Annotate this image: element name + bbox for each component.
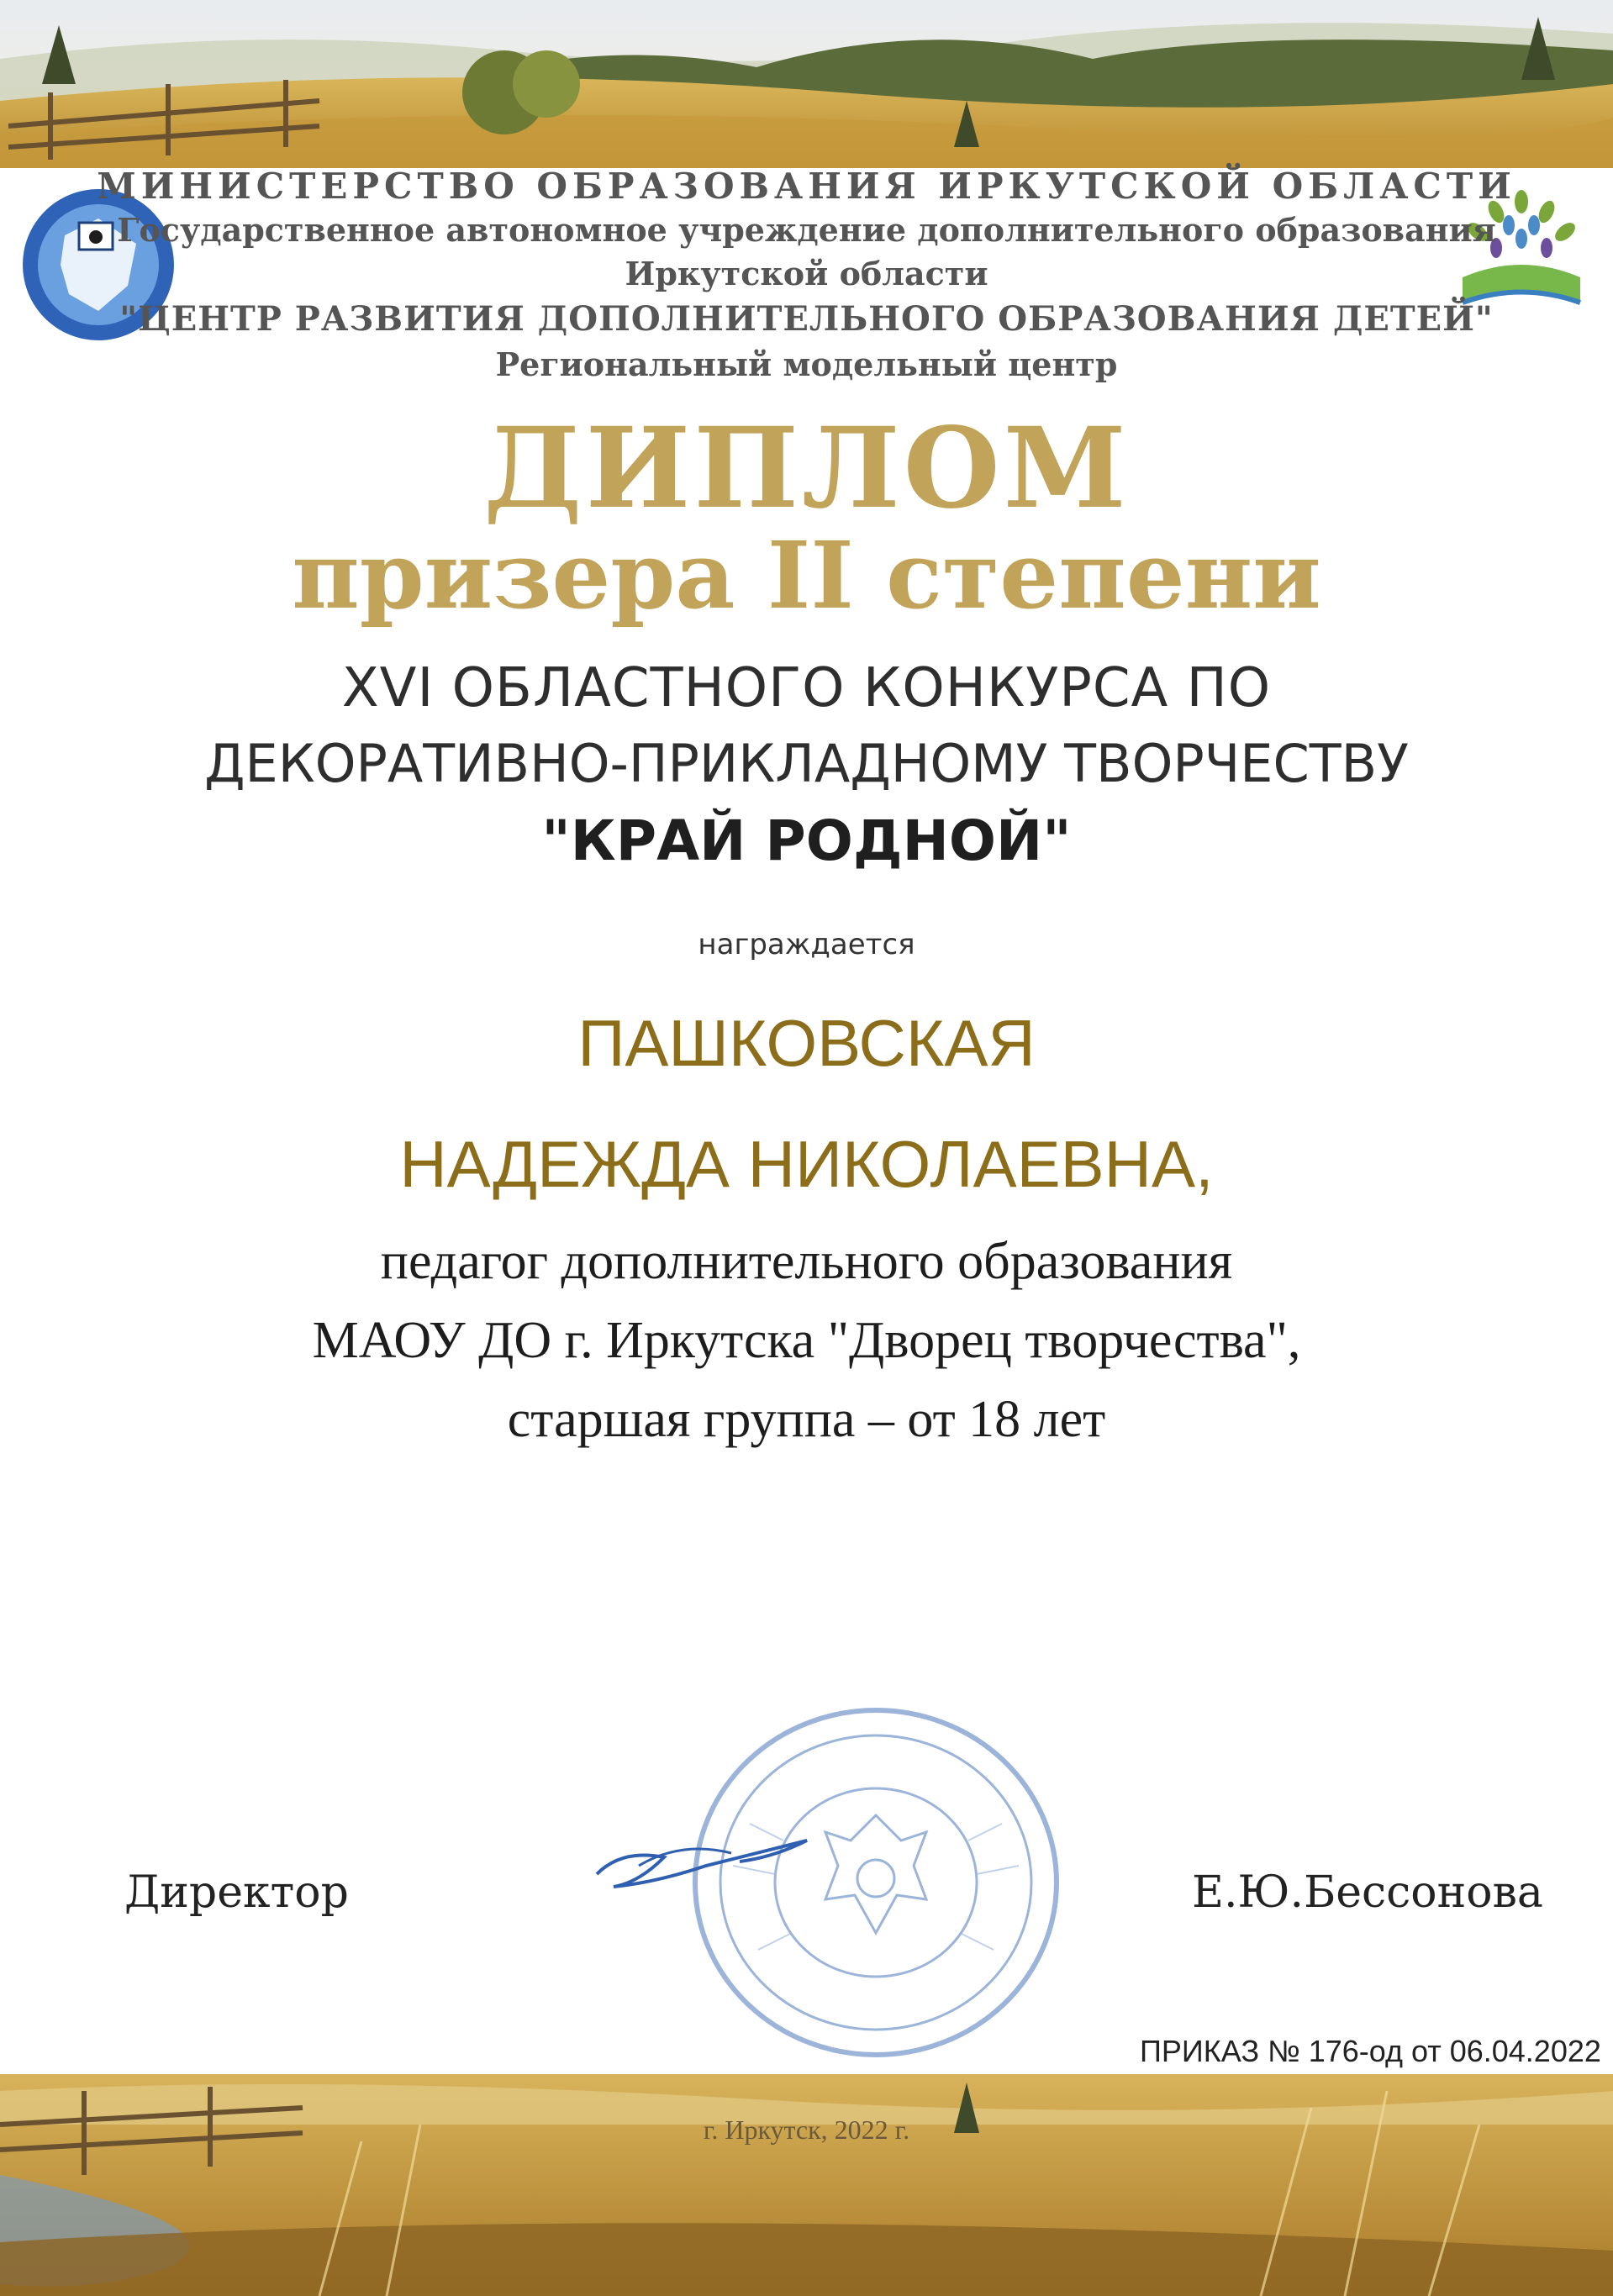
model-center-name: Региональный модельный центр [495, 345, 1118, 383]
center-name: "ЦЕНТР РАЗВИТИЯ ДОПОЛНИТЕЛЬНОГО ОБРАЗОВАНИЯ ДЕТЕЙ" [119, 299, 1494, 339]
awarded-label: награждается [698, 928, 915, 961]
recipient-surname: ПАШКОВСКАЯ [577, 1006, 1036, 1080]
bottom-landscape-banner [0, 2074, 1613, 2296]
recipient-given-names: НАДЕЖДА НИКОЛАЕВНА, [399, 1127, 1214, 1201]
order-number: ПРИКАЗ № 176-од от 06.04.2022 [1140, 2034, 1601, 2068]
top-landscape-banner [0, 0, 1613, 168]
contest-name: "КРАЙ РОДНОЙ" [541, 808, 1072, 873]
recipient-institution: МАОУ ДО г. Иркутска "Дворец творчества", [312, 1312, 1301, 1369]
diploma-subtitle: призера II степени [292, 521, 1321, 629]
recipient-group: старшая группа – от 18 лет [507, 1391, 1106, 1448]
contest-line-1: XVI ОБЛАСТНОГО КОНКУРСА ПО [341, 657, 1272, 719]
director-label: Директор [124, 1867, 349, 1918]
diploma-title: ДИПЛОМ [483, 403, 1130, 534]
ministry-name: МИНИСТЕРСТВО ОБРАЗОВАНИЯ ИРКУТСКОЙ ОБЛАСТИ [97, 166, 1516, 207]
recipient-position: педагог дополнительного образования [380, 1233, 1233, 1290]
director-signature [588, 1807, 841, 1908]
header-block [0, 165, 1613, 387]
contest-line-2: ДЕКОРАТИВНО-ПРИКЛАДНОМУ ТВОРЧЕСТВУ [204, 733, 1409, 794]
organization-name: Государственное автономное учреждение дополнительного образования [117, 211, 1496, 249]
city-year: г. Иркутск, 2022 г. [703, 2114, 910, 2145]
signer-name: Е.Ю.Бессонова [1192, 1867, 1543, 1918]
region-name: Иркутской области [625, 255, 988, 292]
